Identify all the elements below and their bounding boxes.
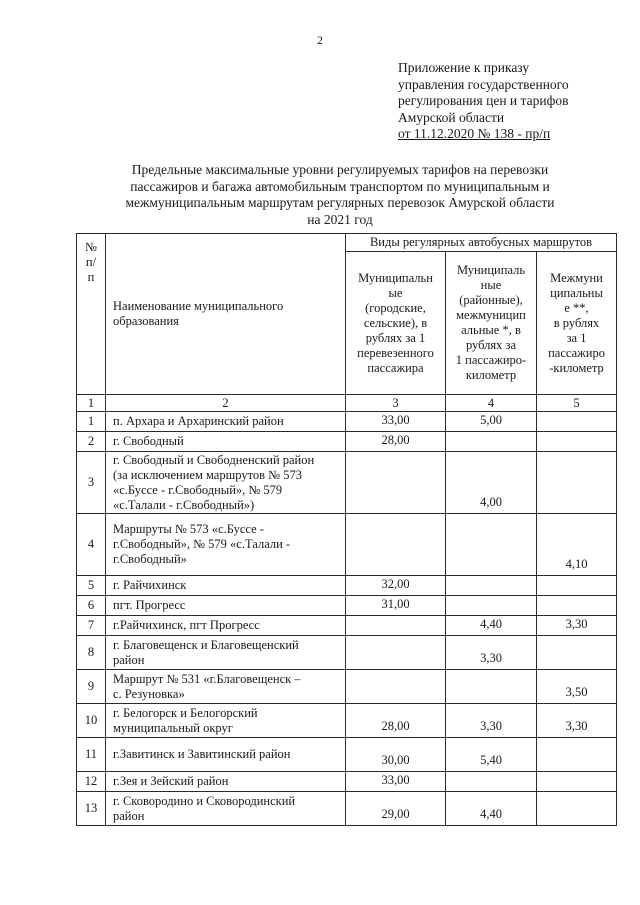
- header-line: ципальны: [550, 285, 603, 300]
- tariff-intermunicipal: [537, 772, 617, 792]
- municipality-name-line: г. Свободный и Свободненский район: [113, 452, 315, 467]
- municipality-name: [106, 514, 346, 576]
- row-number: 12: [77, 772, 106, 792]
- header-municipal: [346, 252, 446, 395]
- municipality-name-line: г.Райчихинск, пгт Прогресс: [113, 618, 260, 632]
- header-line: п: [87, 270, 95, 284]
- municipality-name-line: «с.Буссе - г.Свободный», № 579: [113, 482, 283, 497]
- header-line: километр: [465, 368, 517, 382]
- column-number: 5: [537, 395, 617, 412]
- tariff-municipal: [346, 636, 446, 670]
- municipality-name-line: пгт. Прогресс: [113, 598, 186, 612]
- appendix-line: Амурской области: [398, 109, 505, 125]
- municipality-name-line: г.Свободный»: [113, 552, 187, 566]
- header-line: сельские), в: [363, 315, 428, 330]
- table-row: [77, 596, 617, 616]
- appendix-line: управления государственного: [398, 76, 569, 92]
- tariff-municipal: 33,00: [346, 412, 446, 432]
- header-line: пассажиро: [548, 345, 605, 360]
- tariff-municipal: [346, 514, 446, 576]
- municipality-name-line: г.Зея и Зейский район: [113, 774, 229, 788]
- header-line: перевезенного: [357, 345, 434, 360]
- table-row: [77, 704, 617, 738]
- header-num: [77, 234, 106, 395]
- municipality-name: [106, 412, 346, 432]
- municipality-name: [106, 576, 346, 596]
- table-row: [77, 792, 617, 826]
- document-title: [80, 162, 600, 228]
- tariff-intermunicipal: 3,50: [537, 670, 617, 704]
- municipality-name-line: с. Резуновка»: [113, 686, 185, 701]
- municipality-name: [106, 452, 346, 514]
- row-number: 1: [77, 412, 106, 432]
- header-line: Муниципаль: [456, 263, 526, 277]
- header-line: рублях за 1: [365, 330, 426, 345]
- municipality-name-line: г.Завитинск и Завитинский район: [113, 747, 291, 761]
- header-line: е **,: [564, 300, 589, 315]
- header-line: п/: [85, 255, 97, 269]
- municipality-name: [106, 704, 346, 738]
- appendix-line: регулирования цен и тарифов: [398, 93, 569, 108]
- header-line: 1 пассажиро-: [455, 353, 527, 367]
- tariff-municipal: 30,00: [346, 738, 446, 772]
- tariff-municipal: 28,00: [346, 704, 446, 738]
- header-line: в рублях: [553, 315, 600, 330]
- table-row: [77, 670, 617, 704]
- municipality-name-line: г. Райчихинск: [113, 578, 187, 592]
- tariff-municipal: 31,00: [346, 596, 446, 616]
- tariff-district: [446, 670, 537, 704]
- row-number: 11: [77, 738, 106, 772]
- table-row: [77, 432, 617, 452]
- header-intermunicipal: [537, 252, 617, 395]
- appendix-order-line: от 11.12.2020 № 138 - пр/п: [398, 126, 551, 141]
- municipality-name-line: муниципальный округ: [113, 720, 233, 735]
- header-line: Муниципальн: [358, 270, 433, 285]
- municipality-name-line: район: [113, 808, 145, 823]
- row-number: 2: [77, 432, 106, 452]
- header-line: межмуницип: [456, 308, 526, 322]
- tariff-intermunicipal: [537, 432, 617, 452]
- table-row: [77, 636, 617, 670]
- column-number-row: [77, 395, 617, 412]
- tariff-district: 5,40: [446, 738, 537, 772]
- appendix-note: [398, 60, 634, 143]
- municipality-name: [106, 432, 346, 452]
- municipality-name-line: (за исключением маршрутов № 573: [113, 467, 302, 482]
- row-number: 8: [77, 636, 106, 670]
- tariff-intermunicipal: [537, 792, 617, 826]
- table-row: [77, 514, 617, 576]
- header-line: рублях за: [465, 338, 517, 352]
- municipality-name: [106, 772, 346, 792]
- tariff-intermunicipal: [537, 596, 617, 616]
- tariff-municipal: 29,00: [346, 792, 446, 826]
- municipality-name-line: Маршрут № 531 «г.Благовещенск –: [113, 671, 301, 686]
- tariff-district: 4,40: [446, 792, 537, 826]
- municipality-name: [106, 792, 346, 826]
- tariff-district: 3,30: [446, 636, 537, 670]
- table-row: [77, 412, 617, 432]
- header-line: Межмуни: [550, 270, 603, 285]
- municipality-name-line: г. Благовещенск и Благовещенский: [113, 637, 299, 652]
- table-body: [77, 412, 617, 826]
- header-line: за 1: [566, 330, 587, 345]
- tariff-table: [76, 233, 617, 826]
- tariff-municipal: [346, 670, 446, 704]
- title-line: Предельные максимальные уровни регулируемых тарифов на перевозки: [131, 162, 549, 177]
- header-line: (городские,: [365, 300, 426, 315]
- row-number: 10: [77, 704, 106, 738]
- table-row: [77, 616, 617, 636]
- title-line: пассажиров и багажа автомобильным транспортом по муниципальным и: [130, 178, 550, 194]
- tariff-district: [446, 772, 537, 792]
- municipality-name: [106, 636, 346, 670]
- row-number: 3: [77, 452, 106, 514]
- table-row: [77, 772, 617, 792]
- tariff-municipal: [346, 616, 446, 636]
- header-line: ые: [388, 285, 403, 300]
- row-number: 4: [77, 514, 106, 576]
- row-number: 13: [77, 792, 106, 826]
- row-number: 6: [77, 596, 106, 616]
- municipality-name-line: г. Белогорск и Белогорский: [113, 705, 258, 720]
- tariff-intermunicipal: [537, 576, 617, 596]
- municipality-name-line: район: [113, 652, 145, 667]
- tariff-intermunicipal: [537, 636, 617, 670]
- tariff-district: 4,00: [446, 452, 537, 514]
- municipality-name-line: Маршруты № 573 «с.Буссе -: [113, 522, 264, 536]
- municipality-name-line: г.Свободный», № 579 «с.Талали -: [113, 537, 291, 551]
- title-line: на 2021 год: [307, 211, 373, 227]
- municipality-name: [106, 616, 346, 636]
- tariff-district: [446, 576, 537, 596]
- column-number: 1: [77, 395, 106, 412]
- tariff-district: 3,30: [446, 704, 537, 738]
- table-row: [77, 576, 617, 596]
- tariff-district: 5,00: [446, 412, 537, 432]
- tariff-intermunicipal: 4,10: [537, 514, 617, 576]
- municipality-name: [106, 596, 346, 616]
- tariff-municipal: 32,00: [346, 576, 446, 596]
- row-number: 5: [77, 576, 106, 596]
- header-line: альные *, в: [461, 323, 521, 337]
- header-route-types: Виды регулярных автобусных маршрутов: [346, 234, 617, 252]
- municipality-name-line: г. Сковородино и Сковородинский: [113, 793, 296, 808]
- header-line: №: [85, 240, 97, 254]
- table-row: [77, 452, 617, 514]
- tariff-district: [446, 514, 537, 576]
- tariff-municipal: 28,00: [346, 432, 446, 452]
- municipality-name-line: п. Архара и Архаринский район: [113, 414, 284, 428]
- tariff-intermunicipal: 3,30: [537, 704, 617, 738]
- page-number: 2: [317, 33, 323, 47]
- header-line: (районные),: [459, 293, 523, 307]
- tariff-municipal: 33,00: [346, 772, 446, 792]
- header-line: ные: [480, 278, 502, 292]
- table-row: [77, 738, 617, 772]
- header-name: Наименование муниципального образования: [106, 234, 346, 395]
- municipality-name-line: г. Свободный: [113, 434, 184, 448]
- municipality-name-line: «с.Талали - г.Свободный»): [113, 497, 255, 512]
- row-number: 7: [77, 616, 106, 636]
- header-district-intermunicipal: [446, 252, 537, 395]
- municipality-name: [106, 670, 346, 704]
- tariff-district: 4,40: [446, 616, 537, 636]
- tariff-municipal: [346, 452, 446, 514]
- tariff-intermunicipal: 3,30: [537, 616, 617, 636]
- column-number: 4: [446, 395, 537, 412]
- tariff-intermunicipal: [537, 738, 617, 772]
- appendix-line: Приложение к приказу: [398, 60, 530, 75]
- municipality-name: [106, 738, 346, 772]
- tariff-district: [446, 432, 537, 452]
- tariff-intermunicipal: [537, 452, 617, 514]
- column-number: 3: [346, 395, 446, 412]
- tariff-district: [446, 596, 537, 616]
- header-line: пассажира: [367, 360, 424, 375]
- title-line: межмуниципальным маршрутам регулярных перевозок Амурской области: [125, 195, 555, 210]
- tariff-intermunicipal: [537, 412, 617, 432]
- row-number: 9: [77, 670, 106, 704]
- header-line: -километр: [549, 360, 604, 375]
- column-number: 2: [106, 395, 346, 412]
